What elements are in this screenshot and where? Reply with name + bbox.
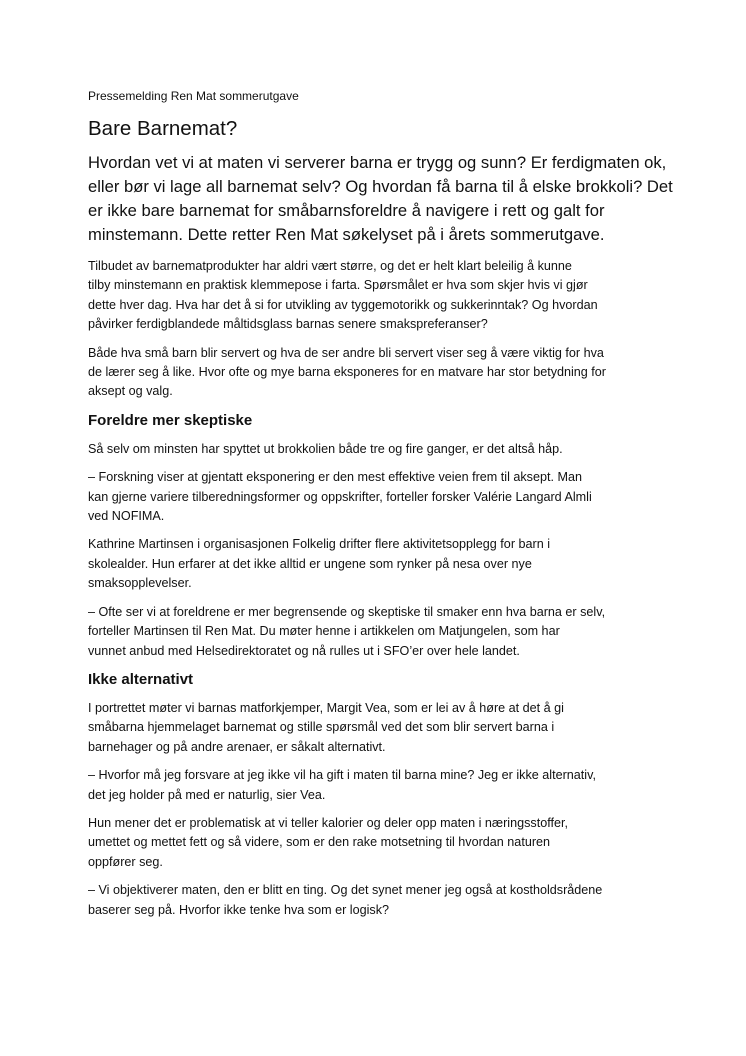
text-line: aksept og valg. (88, 384, 173, 399)
text-line: umettet og mettet fett og så videre, som er den rake motsetning til hvordan naturen (88, 835, 551, 850)
text-line: I portrettet møter vi barnas matforkjemper, Margit Vea, som er lei av å høre at det å gi (88, 700, 564, 715)
text-line: de lærer seg å like. Hvor ofte og mye barna eksponeres for en matvare har stor betydning for (88, 365, 607, 380)
text-line: Hvordan vet vi at maten vi serverer barna er trygg og sunn? Er ferdigmaten ok, (88, 153, 667, 172)
text-line: skolealder. Hun erfarer at det ikke alltid er ungene som rynker på nesa over nye (88, 556, 532, 571)
text-line: eller bør vi lage all barnemat selv? Og hvordan få barna til å elske brokkoli? Det (88, 177, 673, 196)
section-heading: Foreldre mer skeptiske (88, 411, 253, 429)
quote-paragraph (88, 766, 668, 805)
body-paragraph (88, 257, 668, 335)
text-line: forteller Martinsen til Ren Mat. Du møter henne i artikkelen om Matjungelen, som har (88, 624, 560, 639)
text-line: kan gjerne variere tilberedningsformer og oppskrifter, forteller forsker Valérie Langard Almli (88, 489, 592, 504)
text-line: minstemann. Dette retter Ren Mat søkelyset på i årets sommerutgave. (88, 225, 605, 244)
press-release-kicker: Pressemelding Ren Mat sommerutgave (88, 89, 299, 103)
text-line: – Forskning viser at gjentatt eksponering er den mest effektive veien frem til aksept. Man (88, 470, 582, 485)
text-line: – Ofte ser vi at foreldrene er mer begrensende og skeptiske til smaker enn hva barna er selv, (88, 604, 606, 619)
text-line: ved NOFIMA. (88, 509, 165, 524)
body-paragraph (88, 699, 668, 757)
text-line: småbarna hjemmelaget barnemat og stille spørsmål ved det som blir servert barna i (88, 720, 555, 735)
body-paragraph (88, 440, 668, 459)
body-paragraph (88, 814, 668, 872)
text-line: Kathrine Martinsen i organisasjonen Folkelig drifter flere aktivitetsopplegg for barn i (88, 537, 551, 552)
text-line: påvirker ferdigblandede måltidsglass barnas senere smakspreferanser? (88, 317, 488, 332)
text-line: – Hvorfor må jeg forsvare at jeg ikke vil ha gift i maten til barna mine? Jeg er ikke alternativ, (88, 768, 596, 783)
text-line: barnehager og på andre arenaer, er såkalt alternativt. (88, 739, 386, 754)
section-heading: Ikke alternativt (88, 670, 194, 688)
text-line: dette hver dag. Hva har det å si for utvikling av tyggemotorikk og sukkerinntak? Og hvordan (88, 297, 598, 312)
text-line: Hun mener det er problematisk at vi teller kalorier og deler opp maten i næringsstoffer, (88, 815, 568, 830)
text-line: oppfører seg. (88, 854, 163, 869)
body-paragraph (88, 344, 668, 402)
document-page (88, 88, 673, 929)
text-line: smaksopplevelser. (88, 576, 192, 591)
body-paragraph (88, 535, 668, 593)
text-line: – Vi objektiverer maten, den er blitt en ting. Og det synet mener jeg også at kostholdsrådene (88, 883, 603, 898)
text-line: tilby minstemann en praktisk klemmepose i farta. Spørsmålet er hva som skjer hvis vi gjør (88, 278, 588, 293)
text-line: vunnet anbud med Helsedirektoratet og nå rulles ut i SFO’er over hele landet. (88, 643, 520, 658)
text-line: Både hva små barn blir servert og hva de ser andre bli servert viser seg å være viktig for hva (88, 345, 604, 360)
text-line: det jeg holder på med er naturlig, sier Vea. (88, 787, 326, 802)
text-line: Så selv om minsten har spyttet ut brokkolien både tre og fire ganger, er det altså håp. (88, 441, 563, 456)
document-title: Bare Barnemat? (88, 117, 238, 140)
quote-paragraph (88, 603, 668, 661)
quote-paragraph (88, 468, 668, 526)
text-line: er ikke bare barnemat for småbarnsforeldre å navigere i rett og galt for (88, 201, 605, 220)
ingress-paragraph (88, 151, 673, 247)
text-line: baserer seg på. Hvorfor ikke tenke hva som er logisk? (88, 902, 389, 917)
quote-paragraph (88, 881, 668, 920)
text-line: Tilbudet av barnematprodukter har aldri vært større, og det er helt klart beleilig å kunne (88, 259, 572, 273)
